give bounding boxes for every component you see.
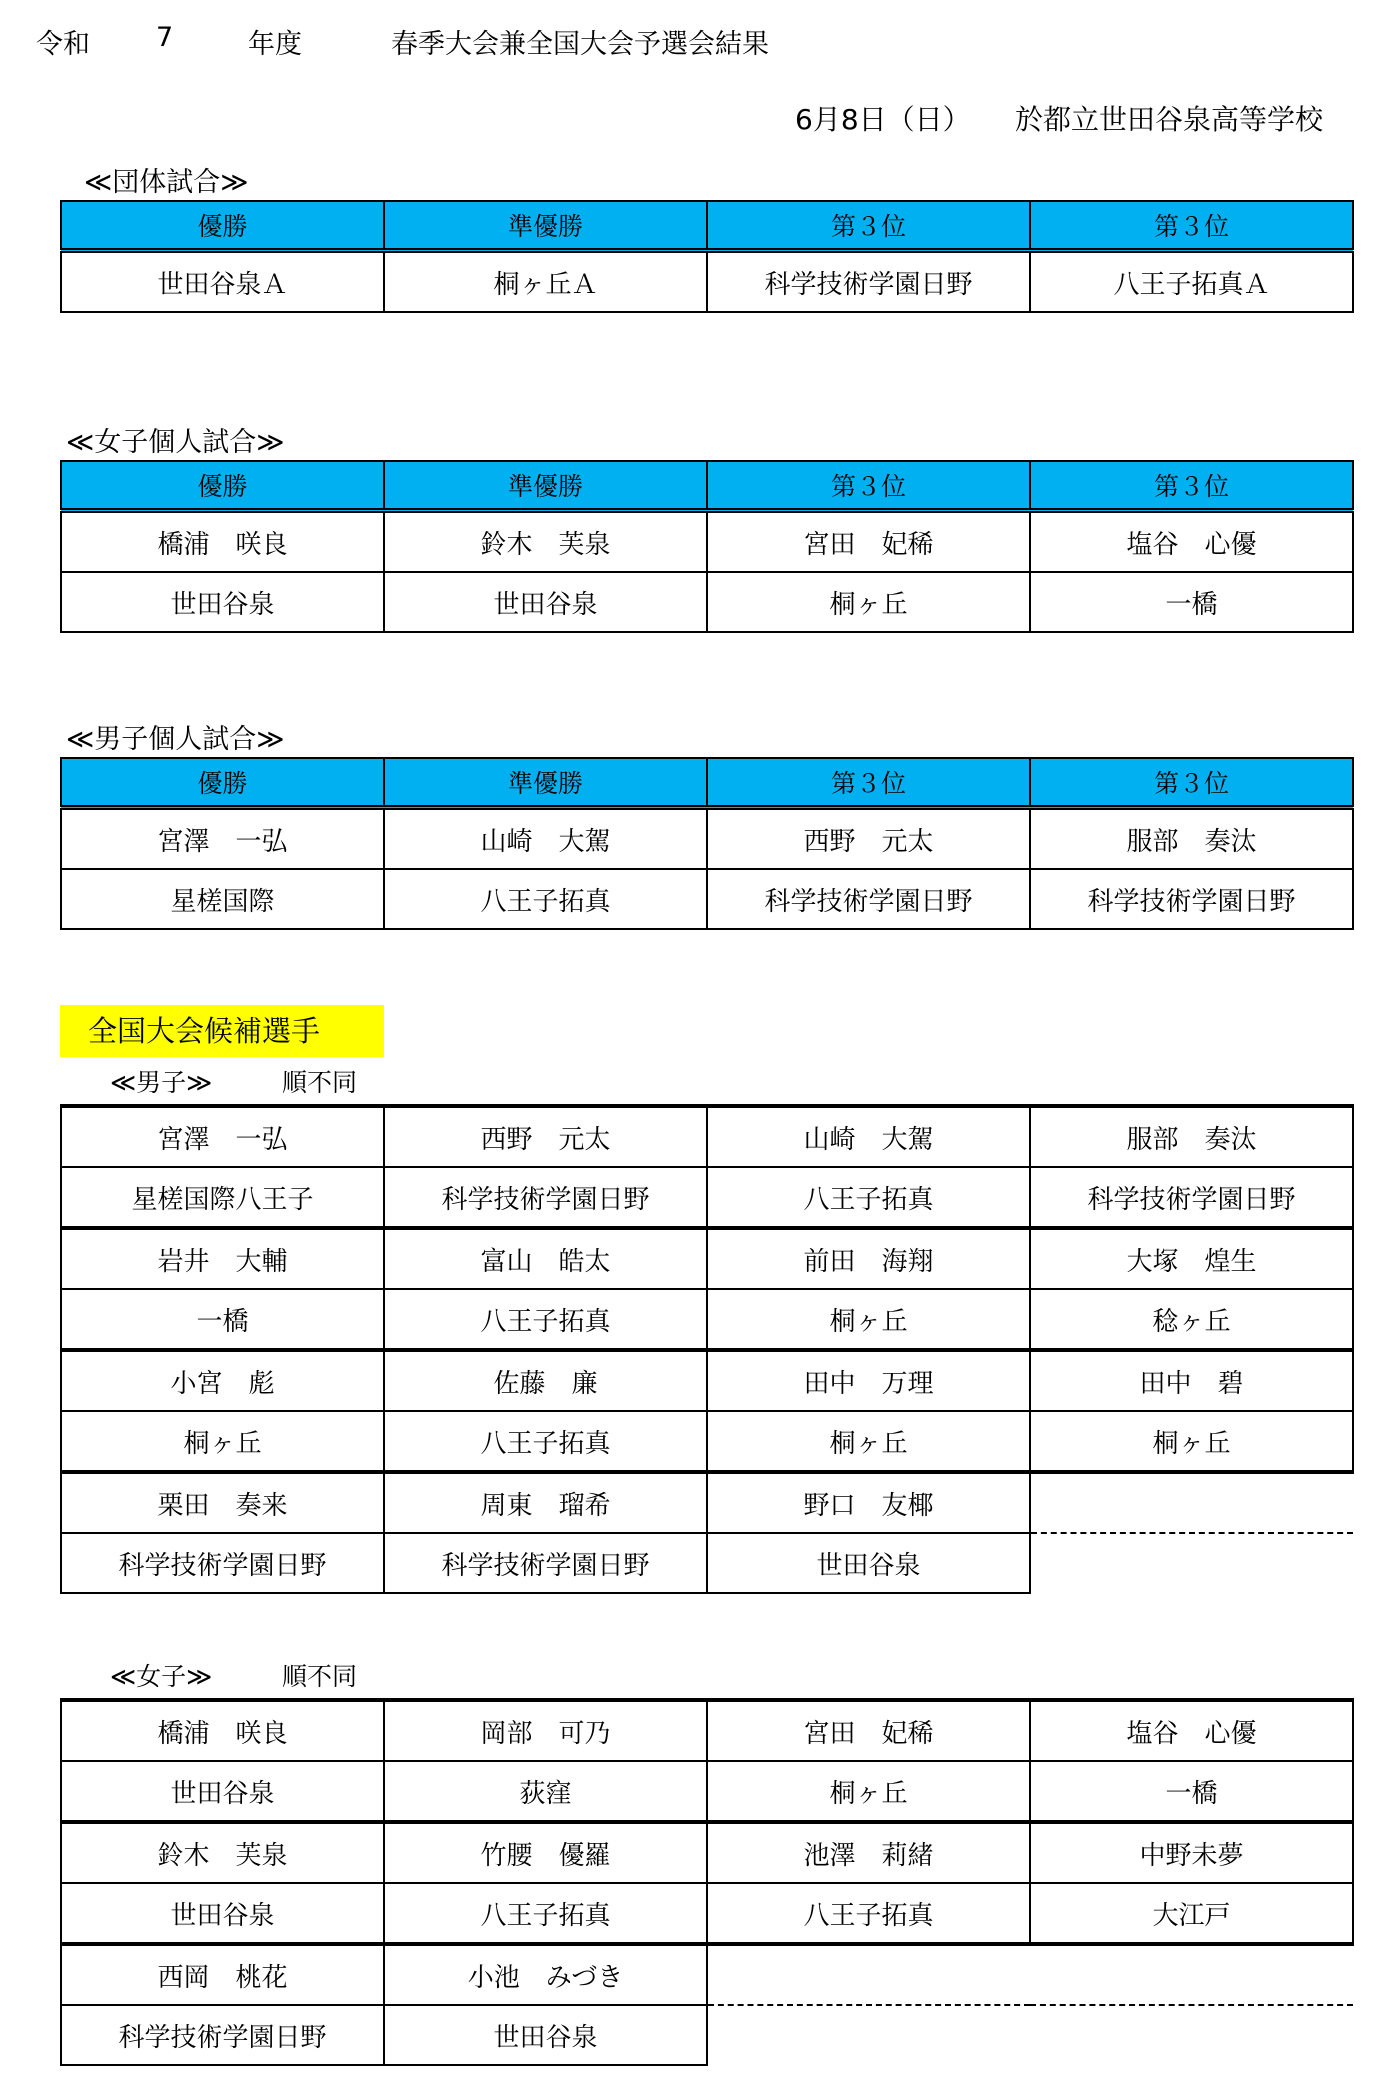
table-row — [61, 1106, 1353, 1167]
player-name-cell: 鈴木 芙泉 — [384, 511, 707, 573]
school-cell: 稔ヶ丘 — [1030, 1289, 1353, 1350]
header-cell: 準優勝 — [384, 758, 707, 808]
table-row — [61, 2005, 1353, 2065]
men-candidates-title: ≪男子≫ — [110, 1068, 213, 1097]
school-cell: 桐ヶ丘 — [707, 1761, 1030, 1822]
school-cell: 科学技術学園日野 — [61, 2005, 384, 2065]
player-name-cell: 山崎 大駕 — [707, 1106, 1030, 1167]
school-cell: 世田谷泉 — [384, 2005, 707, 2065]
table-row — [61, 1761, 1353, 1822]
school-cell: 桐ヶ丘 — [707, 1411, 1030, 1472]
empty-cell — [1030, 1533, 1353, 1593]
player-name-cell: 前田 海翔 — [707, 1228, 1030, 1289]
table-row — [61, 1822, 1353, 1883]
national-candidates-label: 全国大会候補選手 — [60, 1005, 384, 1057]
player-name-cell: 大塚 煌生 — [1030, 1228, 1353, 1289]
school-cell: 科学技術学園日野 — [707, 869, 1030, 929]
women-candidates-table — [60, 1698, 1354, 2066]
header-cell: 準優勝 — [384, 201, 707, 251]
header-cell: 優勝 — [61, 758, 384, 808]
school-cell: 世田谷泉 — [61, 1761, 384, 1822]
table-row — [61, 1883, 1353, 1944]
year-suffix: 年度 — [248, 29, 302, 60]
era-label: 令和 — [36, 29, 90, 60]
event-venue: 於都立世田谷泉高等学校 — [1015, 103, 1324, 136]
table-row — [61, 869, 1353, 929]
table-header-row — [61, 461, 1353, 511]
player-name-cell: 岩井 大輔 — [61, 1228, 384, 1289]
women-candidates-title: ≪女子≫ — [110, 1662, 213, 1691]
player-name-cell: 中野未夢 — [1030, 1822, 1353, 1883]
school-cell: 星槎国際八王子 — [61, 1167, 384, 1228]
table-row — [61, 511, 1353, 573]
school-cell: 桐ヶ丘 — [707, 572, 1030, 632]
table-row — [61, 808, 1353, 870]
team-cell: 科学技術学園日野 — [707, 251, 1030, 313]
school-cell: 八王子拓真 — [384, 1289, 707, 1350]
player-name-cell: 野口 友椰 — [707, 1472, 1030, 1533]
player-name-cell: 岡部 可乃 — [384, 1700, 707, 1761]
year-number: 7 — [156, 22, 174, 53]
player-name-cell: 宮田 妃稀 — [707, 1700, 1030, 1761]
school-cell: 桐ヶ丘 — [1030, 1411, 1353, 1472]
empty-cell — [707, 2005, 1030, 2065]
order-note: 順不同 — [282, 1662, 358, 1691]
school-cell: 世田谷泉 — [384, 572, 707, 632]
header-cell: 第３位 — [1030, 758, 1353, 808]
player-name-cell: 橋浦 咲良 — [61, 511, 384, 573]
school-cell: 一橋 — [1030, 572, 1353, 632]
table-row — [61, 1472, 1353, 1533]
school-cell: 一橋 — [61, 1289, 384, 1350]
men-individual-table — [60, 757, 1354, 930]
table-header-row — [61, 758, 1353, 808]
team-section-title: ≪団体試合≫ — [84, 167, 249, 198]
school-cell: 八王子拓真 — [384, 869, 707, 929]
table-row — [61, 1533, 1353, 1593]
school-cell: 科学技術学園日野 — [1030, 869, 1353, 929]
player-name-cell: 西野 元太 — [384, 1106, 707, 1167]
header-cell: 準優勝 — [384, 461, 707, 511]
school-cell: 八王子拓真 — [707, 1883, 1030, 1944]
event-date: 6月8日（日） — [795, 103, 971, 136]
school-cell: 星槎国際 — [61, 869, 384, 929]
header-cell: 第３位 — [707, 461, 1030, 511]
school-cell: 一橋 — [1030, 1761, 1353, 1822]
header-cell: 第３位 — [707, 201, 1030, 251]
table-row — [61, 572, 1353, 632]
table-row — [61, 1228, 1353, 1289]
women-individual-table — [60, 460, 1354, 633]
school-cell: 科学技術学園日野 — [384, 1533, 707, 1593]
player-name-cell: 宮澤 一弘 — [61, 808, 384, 870]
table-row — [61, 1411, 1353, 1472]
school-cell: 科学技術学園日野 — [61, 1533, 384, 1593]
empty-cell — [1030, 1944, 1353, 2005]
table-row — [61, 1944, 1353, 2005]
men-individual-section-title: ≪男子個人試合≫ — [66, 724, 285, 755]
school-cell: 八王子拓真 — [384, 1411, 707, 1472]
school-cell: 大江戸 — [1030, 1883, 1353, 1944]
header-cell: 第３位 — [1030, 461, 1353, 511]
women-individual-section-title: ≪女子個人試合≫ — [66, 427, 285, 458]
team-cell: 世田谷泉Ａ — [61, 251, 384, 313]
player-name-cell: 山崎 大駕 — [384, 808, 707, 870]
table-row — [61, 1350, 1353, 1411]
table-header-row — [61, 201, 1353, 251]
table-row — [61, 1700, 1353, 1761]
player-name-cell: 佐藤 廉 — [384, 1350, 707, 1411]
empty-cell — [707, 1944, 1030, 2005]
player-name-cell: 西岡 桃花 — [61, 1944, 384, 2005]
player-name-cell: 塩谷 心優 — [1030, 511, 1353, 573]
player-name-cell: 宮田 妃稀 — [707, 511, 1030, 573]
table-row — [61, 251, 1353, 313]
school-cell: 八王子拓真 — [707, 1167, 1030, 1228]
player-name-cell: 宮澤 一弘 — [61, 1106, 384, 1167]
team-cell: 八王子拓真Ａ — [1030, 251, 1353, 313]
team-cell: 桐ヶ丘Ａ — [384, 251, 707, 313]
header-cell: 第３位 — [707, 758, 1030, 808]
player-name-cell: 橋浦 咲良 — [61, 1700, 384, 1761]
player-name-cell: 塩谷 心優 — [1030, 1700, 1353, 1761]
table-row — [61, 1289, 1353, 1350]
school-cell: 科学技術学園日野 — [384, 1167, 707, 1228]
player-name-cell: 田中 万理 — [707, 1350, 1030, 1411]
order-note: 順不同 — [282, 1068, 358, 1097]
school-cell: 八王子拓真 — [384, 1883, 707, 1944]
player-name-cell: 田中 碧 — [1030, 1350, 1353, 1411]
empty-cell — [1030, 2005, 1353, 2065]
player-name-cell: 西野 元太 — [707, 808, 1030, 870]
player-name-cell: 鈴木 芙泉 — [61, 1822, 384, 1883]
player-name-cell: 小池 みづき — [384, 1944, 707, 2005]
school-cell: 荻窪 — [384, 1761, 707, 1822]
school-cell: 世田谷泉 — [61, 1883, 384, 1944]
player-name-cell: 服部 奏汰 — [1030, 1106, 1353, 1167]
page-title: 春季大会兼全国大会予選会結果 — [391, 29, 769, 60]
header-cell: 第３位 — [1030, 201, 1353, 251]
school-cell: 桐ヶ丘 — [707, 1289, 1030, 1350]
school-cell: 桐ヶ丘 — [61, 1411, 384, 1472]
school-cell: 世田谷泉 — [707, 1533, 1030, 1593]
player-name-cell: 小宮 彪 — [61, 1350, 384, 1411]
table-row — [61, 1167, 1353, 1228]
player-name-cell: 富山 皓太 — [384, 1228, 707, 1289]
empty-cell — [1030, 1472, 1353, 1533]
header-cell: 優勝 — [61, 461, 384, 511]
player-name-cell: 服部 奏汰 — [1030, 808, 1353, 870]
player-name-cell: 栗田 奏来 — [61, 1472, 384, 1533]
player-name-cell: 周東 瑠希 — [384, 1472, 707, 1533]
men-candidates-table — [60, 1104, 1354, 1594]
school-cell: 世田谷泉 — [61, 572, 384, 632]
team-results-table — [60, 200, 1354, 313]
player-name-cell: 池澤 莉緒 — [707, 1822, 1030, 1883]
header-cell: 優勝 — [61, 201, 384, 251]
player-name-cell: 竹腰 優羅 — [384, 1822, 707, 1883]
school-cell: 科学技術学園日野 — [1030, 1167, 1353, 1228]
